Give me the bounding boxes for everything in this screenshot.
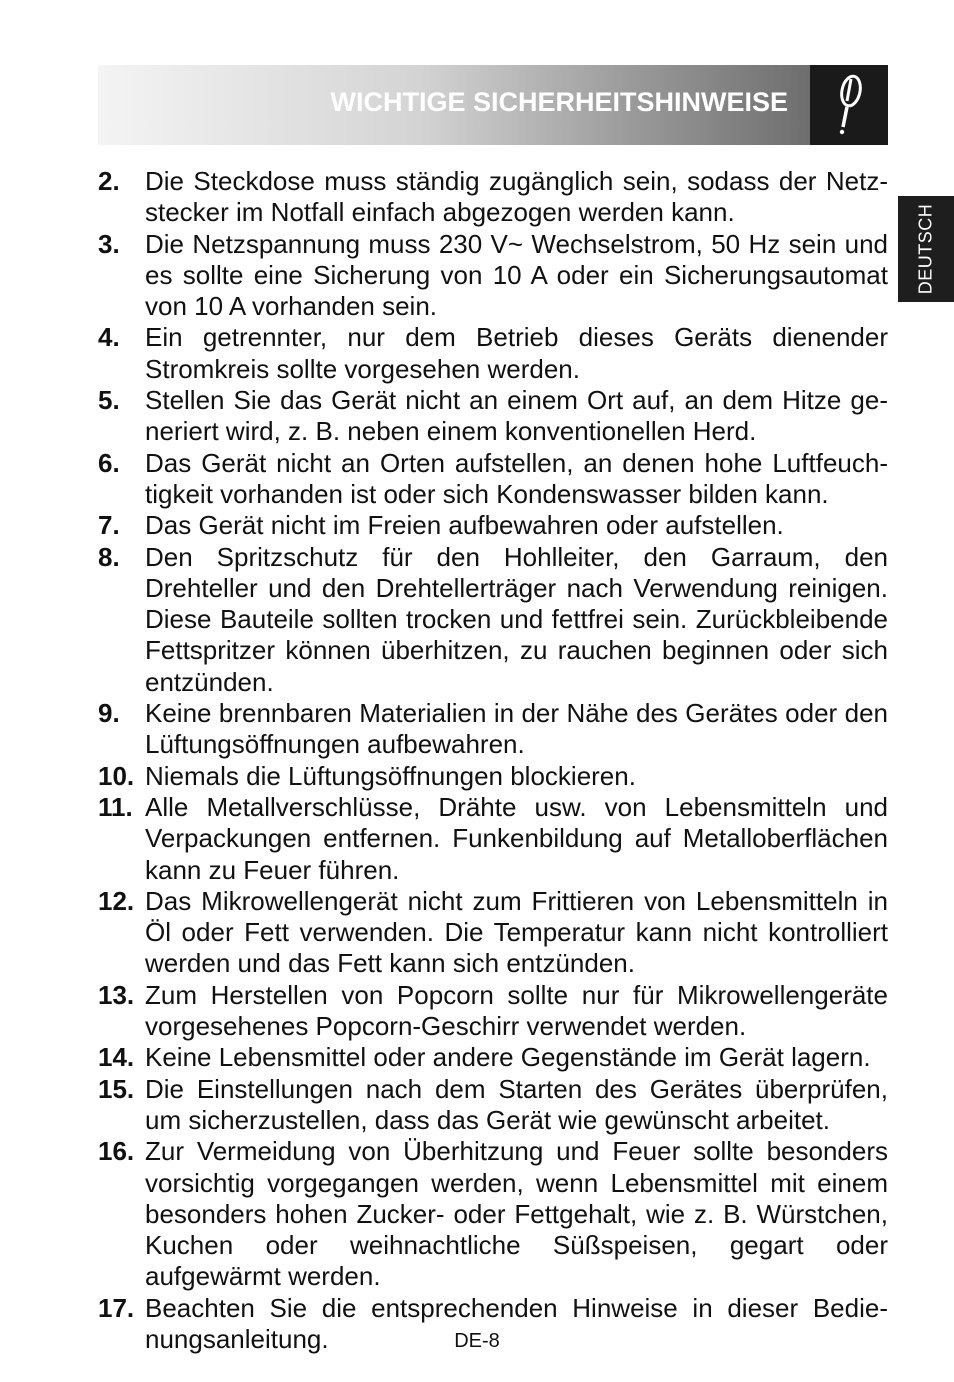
item-number: 14. <box>98 1042 135 1073</box>
item-number: 15. <box>98 1073 135 1104</box>
item-text: Zur Vermeidung von Überhitzung und Feuer sollte besonders vorsichtig vorgegangen werden, wenn Lebensmittel mit einem besonders hohen Zucker- oder Fettgehalt, wie z. B. Würstchen, Kuchen oder weihnachtliche Süßspeisen, gegart oder aufgewärmt werden. <box>145 1136 888 1292</box>
list-item <box>98 385 888 448</box>
item-number: 10. <box>98 760 135 791</box>
language-tab-label: DEUTSCH <box>915 203 936 295</box>
list-item <box>98 1074 888 1137</box>
item-text: Die Netzspannung muss 230 V~ Wechselstrom, 50 Hz sein und es sollte eine Sicherung von 10 A oder ein Sicherungsautomat von 10 A vorhanden sein. <box>145 228 888 322</box>
list-item <box>98 1042 888 1073</box>
language-tab <box>898 196 954 302</box>
item-text: Keine Lebensmittel oder andere Gegenstände im Gerät lagern. <box>145 1042 871 1073</box>
item-text: Niemals die Lüftungsöffnungen blockieren. <box>145 760 636 791</box>
item-number: 16. <box>98 1136 135 1167</box>
list-item <box>98 698 888 761</box>
list-item <box>98 510 888 541</box>
item-text: Den Spritzschutz für den Hohlleiter, den Garraum, den Drehteller und den Drehtellerträger nach Verwendung reinigen. Diese Bauteile sollten trocken und fettfrei sein. Zurückbleibende Fettspritzer können überhitzen, zu rauchen beginnen oder sich entzünden. <box>145 541 888 697</box>
section-title: WICHTIGE SICHERHEITSHINWEISE <box>330 87 788 117</box>
list-item <box>98 542 888 698</box>
item-number: 12. <box>98 885 135 916</box>
list-item <box>98 166 888 229</box>
item-number: 7. <box>98 510 120 541</box>
item-text: Zum Herstellen von Popcorn sollte nur für Mikrowellengeräte vorgesehenes Popcorn-Geschirr verwendet werden. <box>145 979 888 1042</box>
list-item <box>98 761 888 792</box>
safety-instructions-list <box>98 166 888 1355</box>
item-number: 11. <box>98 791 133 822</box>
list-item <box>98 448 888 511</box>
item-number: 13. <box>98 979 135 1010</box>
item-text: Das Mikrowellengerät nicht zum Frittieren von Lebensmitteln in Öl oder Fett verwenden. Die Temperatur kann nicht kontrolliert werden und das Fett kann sich entzünden. <box>145 885 888 979</box>
item-number: 9. <box>98 698 120 729</box>
item-text: Ein getrennter, nur dem Betrieb dieses Geräts dienender Stromkreis sollte vorgesehen werden. <box>145 322 888 384</box>
item-number: 6. <box>98 447 120 478</box>
list-item <box>98 1136 888 1292</box>
list-item <box>98 322 888 385</box>
item-text: Stellen Sie das Gerät nicht an einem Ort auf, an dem Hitze generiert wird, z. B. neben einem konventionellen Herd. <box>145 385 888 447</box>
item-number: 4. <box>98 322 120 353</box>
item-text: Beachten Sie die entsprechenden Hinweise in dieser Bedienungsanleitung. <box>145 1292 888 1354</box>
item-text: Das Gerät nicht an Orten aufstellen, an denen hohe Luftfeuchtigkeit vorhanden ist oder sich Kondenswasser bilden kann. <box>145 447 888 509</box>
warning-exclamation-icon <box>810 65 888 145</box>
item-number: 5. <box>98 385 120 416</box>
list-item <box>98 229 888 323</box>
list-item <box>98 980 888 1043</box>
list-item <box>98 886 888 980</box>
item-number: 17. <box>98 1292 135 1323</box>
item-text: Alle Metallverschlüsse, Drähte usw. von Lebensmitteln und Verpackungen entfernen. Funkenbildung auf Metalloberflächen kann zu Feuer führen. <box>145 791 888 885</box>
item-text: Das Gerät nicht im Freien aufbewahren oder aufstellen. <box>145 510 784 541</box>
section-header <box>98 65 810 145</box>
item-number: 8. <box>98 541 120 572</box>
item-text: Die Einstellungen nach dem Starten des Gerätes überprüfen, um sicherzustellen, dass das Gerät wie gewünscht arbeitet. <box>145 1073 888 1135</box>
page-number: DE-8 <box>454 1330 500 1352</box>
item-number: 2. <box>98 166 120 196</box>
list-item <box>98 792 888 886</box>
item-text: Keine brennbaren Materialien in der Nähe des Gerätes oder den Lüftungsöffnungen aufbewahren. <box>145 698 888 760</box>
item-text: Die Steckdose muss ständig zugänglich sein, sodass der Netzstecker im Notfall einfach abgezogen werden kann. <box>145 166 888 228</box>
item-number: 3. <box>98 228 120 259</box>
